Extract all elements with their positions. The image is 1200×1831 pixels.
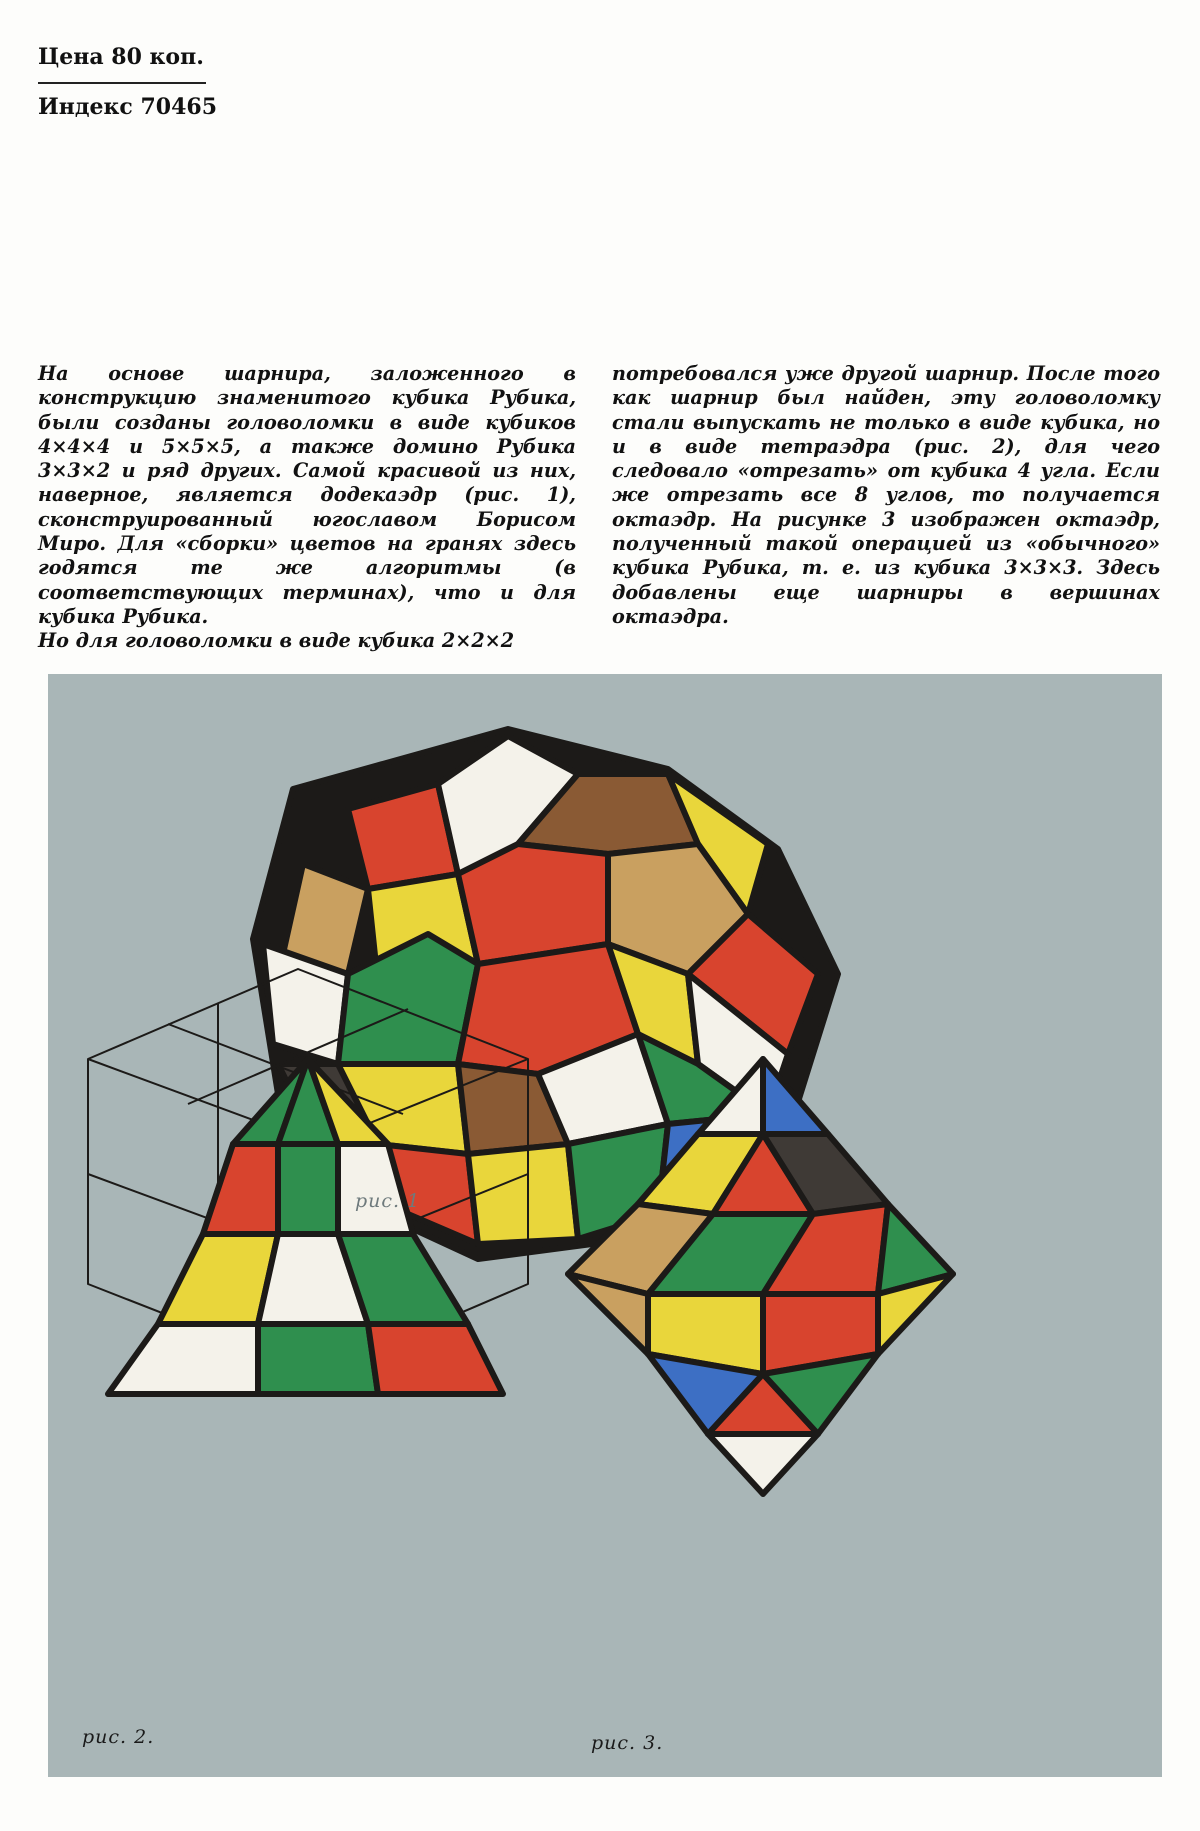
figure-1-caption: рис. 1 [355, 1190, 421, 1212]
paragraph-1: На основе шарнира, заложенного в конструкцию знаменитого кубика Рубика, были созданы головоломки в виде кубиков 4×4×4 и 5×5×5, а также домино Рубика 3×3×2 и ряд других. Самой красивой из них, наверное, является додекаэдр (рис. 1), сконструированный югославом Борисом Миро. Для «сборки» цветов на гранях здесь годятся те же алгоритмы (в соответствующих терминах), что и для кубика Рубика. [38, 362, 576, 628]
index-label: Индекс 70465 [38, 94, 218, 120]
paragraph-2: Но для головоломки в виде кубика 2×2×2 [38, 629, 515, 653]
price-label: Цена 80 коп. [38, 44, 204, 70]
figure-2-caption: рис. 2. [82, 1726, 155, 1748]
article-left-column [38, 362, 576, 654]
header-divider [38, 82, 206, 84]
article-right-column [612, 362, 1160, 629]
figure-3-caption: рис. 3. [591, 1732, 664, 1754]
puzzle-illustration [48, 674, 1162, 1777]
photo-plate [48, 674, 1162, 1777]
paragraph-3: потребовался уже другой шарнир. После того как шарнир был найден, эту головоломку стали выпускать не только в виде кубика, но и в виде тетраэдра (рис. 2), для чего следовало «отрезать» от кубика 4 угла. Если же отрезать все 8 углов, то получается октаэдр. На рисунке 3 изображен октаэдр, полученный такой операцией из «обычного» кубика Рубика, т. е. из кубика 3×3×3. Здесь добавлены еще шарниры в вершинах октаэдра. [612, 362, 1160, 628]
